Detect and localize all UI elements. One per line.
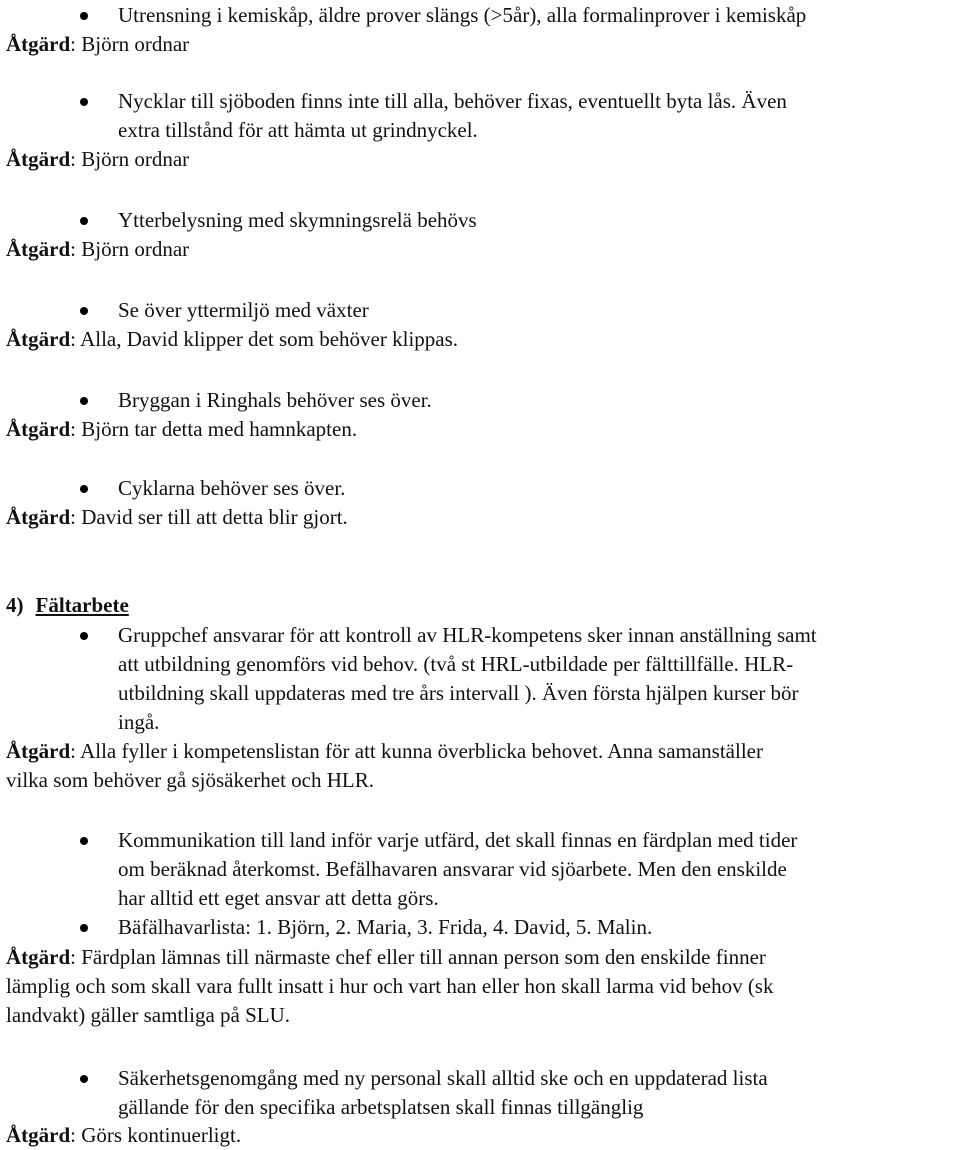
- action-line: [6, 972, 773, 1001]
- section-number: 4): [6, 593, 24, 617]
- bullet-text: om beräknad återkomst. Befälhavaren ansvarar vid sjöarbete. Men den enskilde: [118, 857, 787, 881]
- bullet-text: Bäfälhavarlista: 1. Björn, 2. Maria, 3. Frida, 4. David, 5. Malin.: [118, 915, 653, 939]
- action-text: : Björn ordnar: [70, 147, 190, 171]
- bullet-text: har alltid ett eget ansvar att detta görs.: [118, 886, 439, 910]
- action-line: [6, 30, 189, 59]
- action-label: Åtgärd: [6, 739, 71, 763]
- bullet-icon: [80, 1075, 88, 1083]
- bullet-text: Nycklar till sjöboden finns inte till alla, behöver fixas, eventuellt byta lås. Även: [118, 89, 787, 113]
- action-text: : Björn ordnar: [70, 237, 190, 261]
- action-line: [6, 943, 766, 972]
- bullet-text: Säkerhetsgenomgång med ny personal skall alltid ske och en uppdaterad lista: [118, 1066, 768, 1090]
- action-line: [6, 145, 189, 174]
- bullet-text: Gruppchef ansvarar för att kontroll av HLR-kompetens sker innan anställning samt: [118, 623, 817, 647]
- action-label: Åtgärd: [6, 1123, 71, 1147]
- bullet-text: extra tillstånd för att hämta ut grindnyckel.: [118, 118, 478, 142]
- bullet-text: Bryggan i Ringhals behöver ses över.: [118, 388, 432, 412]
- action-line: [6, 737, 763, 766]
- action-text: : Färdplan lämnas till närmaste chef eller till annan person som den enskilde finner: [70, 945, 766, 969]
- action-text: vilka som behöver gå sjösäkerhet och HLR.: [6, 768, 374, 792]
- bullet-text: ingå.: [118, 710, 160, 734]
- action-label: Åtgärd: [6, 147, 71, 171]
- action-line: [6, 415, 357, 444]
- action-text: lämplig och som skall vara fullt insatt i hur och vart han eller hon skall larma vid behov (sk: [6, 974, 774, 998]
- bullet-icon: [80, 307, 88, 315]
- action-line: [6, 766, 374, 795]
- bullet-text: Cyklarna behöver ses över.: [118, 476, 346, 500]
- action-text: : Alla fyller i kompetenslistan för att kunna överblicka behovet. Anna samanställer: [70, 739, 763, 763]
- action-label: Åtgärd: [6, 417, 71, 441]
- action-line: [6, 325, 458, 354]
- bullet-icon: [80, 217, 88, 225]
- bullet-icon: [80, 485, 88, 493]
- bullet-text: Utrensning i kemiskåp, äldre prover slängs (>5år), alla formalinprover i kemiskåp: [118, 3, 807, 27]
- bullet-text: Ytterbelysning med skymningsrelä behövs: [118, 208, 477, 232]
- bullet-icon: [80, 397, 88, 405]
- action-text: : Björn tar detta med hamnkapten.: [70, 417, 358, 441]
- bullet-icon: [80, 12, 88, 20]
- action-line: [6, 1121, 241, 1150]
- action-text: : David ser till att detta blir gjort.: [70, 505, 348, 529]
- action-label: Åtgärd: [6, 327, 71, 351]
- bullet-icon: [80, 924, 88, 932]
- action-label: Åtgärd: [6, 237, 71, 261]
- bullet-icon: [80, 632, 88, 640]
- bullet-icon: [80, 98, 88, 106]
- action-label: Åtgärd: [6, 945, 71, 969]
- section-title: Fältarbete: [35, 593, 129, 617]
- bullet-text: Se över yttermiljö med växter: [118, 298, 369, 322]
- action-text: landvakt) gäller samtliga på SLU.: [6, 1003, 291, 1027]
- action-text: : Görs kontinuerligt.: [70, 1123, 242, 1147]
- action-label: Åtgärd: [6, 32, 71, 56]
- bullet-text: Kommunikation till land inför varje utfärd, det skall finnas en färdplan med tider: [118, 828, 798, 852]
- action-label: Åtgärd: [6, 505, 71, 529]
- bullet-icon: [80, 837, 88, 845]
- bullet-text: att utbildning genomförs vid behov. (två st HRL-utbildade per fälttillfälle. HLR-: [118, 652, 794, 676]
- bullet-text: gällande för den specifika arbetsplatsen skall finnas tillgänglig: [118, 1095, 644, 1119]
- action-text: : Alla, David klipper det som behöver klippas.: [70, 327, 459, 351]
- section-heading: [6, 591, 129, 620]
- bullet-text: utbildning skall uppdateras med tre års intervall ). Även första hjälpen kurser bör: [118, 681, 799, 705]
- action-line: [6, 503, 348, 532]
- action-line: [6, 1001, 290, 1030]
- action-line: [6, 235, 189, 264]
- action-text: : Björn ordnar: [70, 32, 190, 56]
